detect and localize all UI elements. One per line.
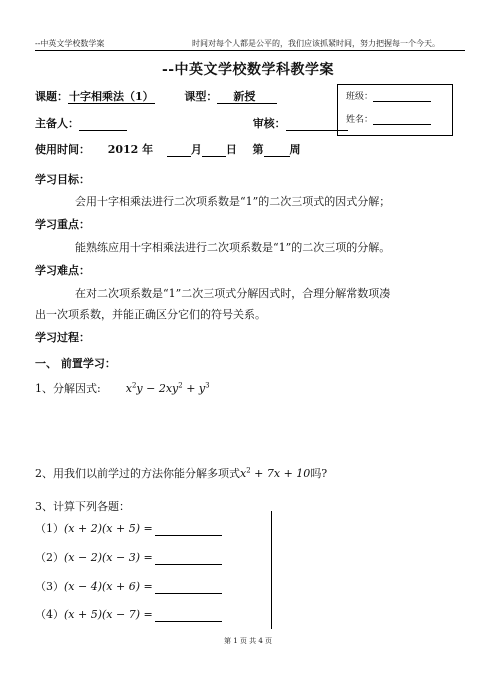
calc-item-3-expression: (x − 4)(x + 6) = xyxy=(64,580,153,593)
type-value: 新授 xyxy=(217,90,277,104)
calc-item-1-number: （1） xyxy=(35,522,64,535)
difficulty-heading: 学习难点： xyxy=(35,264,90,277)
vertical-divider xyxy=(271,511,272,629)
preparer-label: 主备人： xyxy=(35,117,79,130)
calc-item-4-number: （4） xyxy=(35,608,64,621)
calc-item-3-number: （3） xyxy=(35,580,64,593)
question-3-label: 3、计算下列各题： xyxy=(35,500,130,513)
part1-heading: 一、 前置学习： xyxy=(35,357,116,370)
page-title: --中英文学校数学科教学案 xyxy=(161,62,335,78)
name-label: 姓名： xyxy=(346,115,374,125)
header-left-text: --中英文学校数学案 xyxy=(35,39,105,48)
calc-item-4-answer-line[interactable] xyxy=(155,610,222,622)
month-field[interactable] xyxy=(167,143,191,157)
preparer-field[interactable] xyxy=(79,117,127,131)
class-line xyxy=(346,89,431,102)
type-label: 课型： xyxy=(184,90,218,103)
calc-item-4 xyxy=(35,606,222,622)
week-text: 周 xyxy=(289,143,301,156)
calc-item-2-number: （2） xyxy=(35,551,64,564)
difficulty-text-line2: 出一次项系数，并能正确区分它们的符号关系。 xyxy=(35,308,266,321)
question-2-expression: $x^2 + 7x + 10$ xyxy=(240,466,311,480)
key-point-heading: 学习重点： xyxy=(35,218,90,231)
topic-row xyxy=(35,88,277,104)
goal-heading: 学习目标： xyxy=(35,173,90,186)
calc-item-1 xyxy=(35,520,222,536)
calc-item-2 xyxy=(35,549,222,565)
year-text: 2012 年 xyxy=(107,143,154,156)
preparer-row xyxy=(35,115,348,131)
calc-item-2-answer-line[interactable] xyxy=(155,553,222,565)
goal-text: 会用十字相乘法进行二次项系数是“1”的二次三项式的因式分解； xyxy=(75,195,391,208)
page-footer: 第 1 页 共 4 页 xyxy=(223,637,273,645)
class-name-box xyxy=(337,84,453,136)
question-1 xyxy=(35,380,210,396)
header-motto-text: 时间对每个人都是公平的，我们应该抓紧时间，努力把握每一个今天。 xyxy=(192,39,440,48)
question-2 xyxy=(35,465,327,481)
month-text: 月 xyxy=(190,143,202,156)
usage-time-label: 使用时间： xyxy=(35,143,90,156)
calc-item-4-expression: (x + 5)(x − 7) = xyxy=(64,608,153,621)
header-rule xyxy=(35,50,465,51)
calc-item-3-answer-line[interactable] xyxy=(155,582,222,594)
class-label: 班级： xyxy=(346,92,374,102)
topic-label: 课题： xyxy=(35,90,68,103)
calc-item-2-expression: (x − 2)(x − 3) = xyxy=(64,551,153,564)
calc-item-1-expression: (x + 2)(x + 5) = xyxy=(64,522,153,535)
question-1-label: 1、分解因式: xyxy=(35,382,101,395)
calc-item-1-answer-line[interactable] xyxy=(155,524,222,536)
key-point-text: 能熟练应用十字相乘法进行二次项系数是“1”的二次三项的分解。 xyxy=(75,241,391,254)
usage-time-row xyxy=(35,141,301,157)
process-heading: 学习过程： xyxy=(35,331,90,344)
day-text: 日 xyxy=(225,143,237,156)
week-field[interactable] xyxy=(264,143,290,157)
difficulty-text-line1: 在对二次项系数是“1”二次三项式分解因式时，合理分解常数项凑 xyxy=(75,287,391,300)
calc-item-3 xyxy=(35,578,222,594)
reviewer-label: 审核： xyxy=(252,117,286,130)
question-2-suffix: 吗? xyxy=(310,467,328,480)
question-1-expression: $x^2y - 2xy^2 + y^3$ xyxy=(125,381,210,395)
week-prefix-text: 第 xyxy=(252,143,264,156)
class-field[interactable] xyxy=(373,91,431,102)
day-field[interactable] xyxy=(202,143,226,157)
name-field[interactable] xyxy=(373,114,431,125)
topic-value: 十字相乘法（1） xyxy=(69,90,154,103)
name-line xyxy=(346,112,431,125)
question-2-prefix: 2、用我们以前学过的方法你能分解多项式 xyxy=(35,467,240,480)
